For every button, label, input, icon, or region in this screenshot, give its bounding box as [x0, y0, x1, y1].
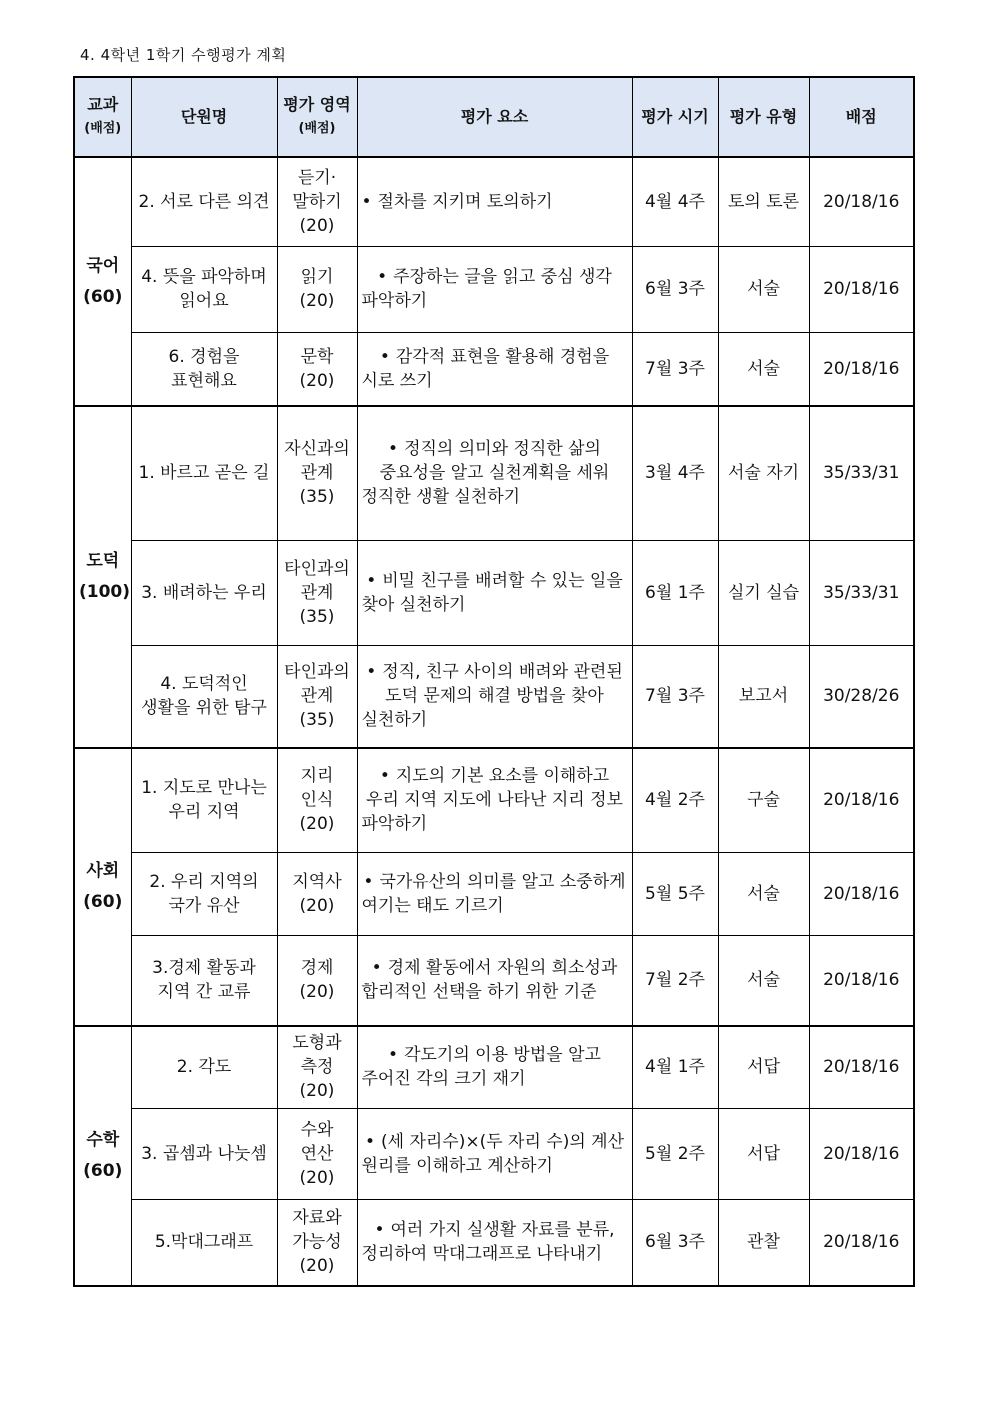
area-points: (35): [299, 606, 335, 627]
type-cell: [718, 645, 809, 748]
unit-name: 4. 뜻을 파악하며 읽어요: [141, 267, 267, 311]
score-text: 20/18/16: [823, 191, 900, 212]
score-text: 20/18/16: [823, 279, 900, 299]
element-text: 여러 가지 실생활 자료를 분류, 정리하여 막대그래프로 나타내기: [361, 1220, 615, 1265]
area-points: (20): [299, 1081, 335, 1102]
type-text: 서답: [747, 1057, 780, 1078]
bullet-icon: •: [366, 662, 377, 683]
header-type: 평가 유형: [718, 77, 809, 157]
unit-name: 3. 배려하는 우리: [141, 582, 267, 603]
timing-cell: [632, 157, 718, 246]
area-points: (20): [299, 1256, 335, 1277]
timing-cell: [632, 1108, 718, 1199]
area-points: (20): [299, 1167, 335, 1188]
type-text: 서술: [747, 358, 780, 379]
type-text: 토의 토론: [727, 191, 800, 212]
unit-cell: [131, 1026, 277, 1108]
element-text: 정직, 친구 사이의 배려와 관련된 도덕 문제의 해결 방법을 찾아 실천하기: [361, 662, 623, 731]
area-name: 자신과의 관계: [284, 439, 350, 484]
unit-cell: [131, 748, 277, 852]
table-row: [74, 1108, 914, 1199]
bullet-icon: •: [366, 570, 377, 591]
table-row: [74, 540, 914, 645]
score-cell: [809, 1108, 914, 1199]
timing-cell: [632, 540, 718, 645]
timing-cell: [632, 246, 718, 332]
page-heading: 4. 4학년 1학기 수행평가 계획: [80, 46, 287, 64]
area-name: 자료와 가능성: [292, 1208, 342, 1253]
timing-text: 7월 3주: [645, 358, 705, 379]
element-text: 경제 활동에서 자원의 희소성과 합리적인 선택을 하기 위한 기준: [361, 958, 618, 1003]
area-points: (35): [299, 487, 335, 508]
subject-name: 사회: [86, 861, 120, 881]
score-cell: [809, 935, 914, 1026]
timing-cell: [632, 852, 718, 935]
element-text: 주장하는 글을 읽고 중심 생각 파악하기: [361, 267, 612, 311]
element-text: 지도의 기본 요소를 이해하고 우리 지역 지도에 나타난 지리 정보 파악하기: [361, 766, 623, 835]
bullet-icon: •: [379, 766, 390, 787]
timing-text: 7월 2주: [645, 970, 705, 991]
score-cell: [809, 852, 914, 935]
unit-name: 3. 곱셈과 나눗셈: [141, 1143, 267, 1164]
element-cell: [357, 332, 632, 406]
timing-cell: [632, 406, 718, 540]
area-cell: [277, 157, 357, 246]
header-area: [277, 77, 357, 157]
area-name: 수와 연산: [300, 1119, 334, 1164]
timing-cell: [632, 1026, 718, 1108]
area-name: 지역사: [292, 871, 342, 892]
timing-text: 6월 3주: [645, 279, 705, 299]
timing-text: 5월 5주: [645, 883, 705, 904]
subject-name: 국어: [86, 255, 120, 276]
area-cell: [277, 540, 357, 645]
area-cell: [277, 332, 357, 406]
table-row: [74, 157, 914, 246]
unit-cell: [131, 157, 277, 246]
score-text: 20/18/16: [823, 358, 900, 379]
score-text: 20/18/16: [823, 1057, 900, 1078]
unit-cell: [131, 332, 277, 406]
area-cell: [277, 748, 357, 852]
area-points: (35): [299, 710, 335, 731]
element-text: 감각적 표현을 활용해 경험을 시로 쓰기: [361, 346, 610, 391]
type-text: 서술: [747, 970, 780, 991]
timing-cell: [632, 935, 718, 1026]
type-text: 서술 자기: [727, 463, 800, 484]
timing-text: 4월 4주: [645, 191, 705, 212]
type-cell: [718, 406, 809, 540]
unit-cell: [131, 406, 277, 540]
score-text: 20/18/16: [823, 1143, 900, 1164]
score-cell: [809, 748, 914, 852]
type-cell: [718, 246, 809, 332]
unit-name: 4. 도덕적인 생활을 위한 탐구: [141, 674, 267, 719]
score-cell: [809, 332, 914, 406]
type-text: 서술: [747, 279, 780, 299]
area-points: (20): [299, 291, 335, 311]
type-text: 구술: [747, 790, 780, 811]
score-text: 20/18/16: [823, 1232, 900, 1253]
element-cell: [357, 406, 632, 540]
type-cell: [718, 935, 809, 1026]
unit-cell: [131, 852, 277, 935]
type-cell: [718, 748, 809, 852]
subject-cell: [74, 748, 131, 1026]
area-cell: [277, 645, 357, 748]
header-subject: [74, 77, 131, 157]
type-text: 보고서: [738, 686, 789, 707]
subject-cell: [74, 157, 131, 406]
element-cell: [357, 246, 632, 332]
subject-cell: [74, 1026, 131, 1286]
timing-text: 4월 2주: [645, 790, 705, 811]
area-cell: [277, 852, 357, 935]
unit-name: 5.막대그래프: [154, 1232, 254, 1253]
element-text: (세 자리수)×(두 자리 수)의 계산 원리를 이해하고 계산하기: [361, 1131, 625, 1176]
table-row: [74, 1199, 914, 1286]
subject-name: 도덕: [86, 551, 120, 571]
table-row: [74, 1026, 914, 1108]
element-cell: [357, 645, 632, 748]
element-text: 국가유산의 의미를 알고 소중하게 여기는 태도 기르기: [361, 871, 626, 916]
subject-cell: [74, 406, 131, 748]
score-text: 35/33/31: [823, 582, 900, 603]
timing-text: 4월 1주: [645, 1057, 705, 1078]
element-cell: [357, 1199, 632, 1286]
element-cell: [357, 935, 632, 1026]
header-subject-sub: (배점): [84, 121, 122, 136]
score-cell: [809, 1199, 914, 1286]
type-text: 서답: [747, 1143, 780, 1164]
area-points: (20): [299, 215, 335, 236]
unit-cell: [131, 246, 277, 332]
element-text: 비밀 친구를 배려할 수 있는 일을 찾아 실천하기: [361, 570, 623, 615]
area-name: 지리 인식: [300, 766, 334, 811]
element-cell: [357, 1108, 632, 1199]
timing-text: 7월 3주: [645, 686, 705, 707]
header-score: 배점: [809, 77, 914, 157]
score-cell: [809, 540, 914, 645]
assessment-plan-table: [73, 76, 915, 1287]
area-points: (20): [299, 895, 335, 916]
timing-text: 3월 4주: [645, 463, 705, 484]
area-points: (20): [299, 982, 335, 1003]
score-cell: [809, 1026, 914, 1108]
bullet-icon: •: [377, 267, 388, 287]
area-points: (20): [299, 370, 335, 391]
timing-cell: [632, 748, 718, 852]
area-name: 듣기·말하기: [292, 167, 342, 212]
bullet-icon: •: [388, 439, 399, 460]
score-text: 20/18/16: [823, 790, 900, 811]
area-name: 타인과의 관계: [284, 558, 350, 603]
type-cell: [718, 1199, 809, 1286]
timing-cell: [632, 645, 718, 748]
area-name: 읽기: [300, 267, 334, 287]
table-row: [74, 935, 914, 1026]
header-element: 평가 요소: [357, 77, 632, 157]
area-name: 문학: [300, 346, 334, 367]
score-cell: [809, 406, 914, 540]
area-cell: [277, 1026, 357, 1108]
element-text: 정직의 의미와 정직한 삶의 중요성을 알고 실천계획을 세워 정직한 생활 실천하기: [361, 439, 610, 508]
header-subject-label: 교과: [87, 95, 119, 114]
area-cell: [277, 246, 357, 332]
score-cell: [809, 246, 914, 332]
subject-points: (60): [83, 1161, 123, 1181]
table-row: [74, 406, 914, 540]
unit-name: 2. 우리 지역의 국가 유산: [149, 871, 259, 916]
header-unit: 단원명: [131, 77, 277, 157]
timing-cell: [632, 332, 718, 406]
table-row: [74, 748, 914, 852]
bullet-icon: •: [363, 871, 374, 892]
subject-points: (60): [83, 892, 123, 912]
area-cell: [277, 1199, 357, 1286]
unit-cell: [131, 1108, 277, 1199]
unit-name: 1. 바르고 곧은 길: [138, 463, 270, 484]
type-cell: [718, 1026, 809, 1108]
table-row: [74, 645, 914, 748]
subject-name: 수학: [86, 1130, 120, 1150]
score-text: 35/33/31: [823, 463, 900, 484]
timing-cell: [632, 1199, 718, 1286]
score-text: 20/18/16: [823, 883, 900, 904]
header-area-sub: (배점): [298, 121, 336, 136]
type-text: 실기 실습: [727, 582, 800, 603]
subject-points: (60): [83, 286, 123, 307]
element-cell: [357, 852, 632, 935]
element-text: 각도기의 이용 방법을 알고 주어진 각의 크기 재기: [361, 1045, 601, 1090]
bullet-icon: •: [371, 958, 382, 979]
unit-name: 6. 경험을 표현해요: [168, 346, 240, 391]
timing-text: 6월 1주: [645, 582, 705, 603]
area-name: 경제: [300, 958, 334, 979]
table-body: [74, 157, 914, 1286]
bullet-icon: •: [374, 1220, 385, 1241]
table-header: [74, 77, 914, 157]
element-text: 절차를 지키며 토의하기: [377, 191, 553, 212]
type-cell: [718, 157, 809, 246]
unit-name: 2. 서로 다른 의견: [138, 191, 270, 212]
unit-cell: [131, 645, 277, 748]
score-text: 20/18/16: [823, 970, 900, 991]
type-cell: [718, 540, 809, 645]
bullet-icon: •: [388, 1045, 399, 1066]
element-cell: [357, 1026, 632, 1108]
area-cell: [277, 406, 357, 540]
unit-name: 3.경제 활동과 지역 간 교류: [152, 958, 256, 1003]
unit-name: 1. 지도로 만나는 우리 지역: [141, 778, 267, 823]
bullet-icon: •: [379, 346, 390, 367]
area-cell: [277, 935, 357, 1026]
score-text: 30/28/26: [823, 686, 900, 707]
subject-points: (100): [79, 582, 131, 602]
header-area-label: 평가 영역: [283, 95, 351, 114]
table-row: [74, 246, 914, 332]
area-name: 타인과의 관계: [284, 662, 350, 707]
timing-text: 5월 2주: [645, 1143, 705, 1164]
unit-cell: [131, 935, 277, 1026]
bullet-icon: •: [361, 191, 372, 212]
type-text: 서술: [747, 883, 780, 904]
unit-cell: [131, 540, 277, 645]
element-cell: [357, 748, 632, 852]
table-row: [74, 332, 914, 406]
unit-cell: [131, 1199, 277, 1286]
type-cell: [718, 1108, 809, 1199]
unit-name: 2. 각도: [176, 1057, 232, 1078]
type-cell: [718, 852, 809, 935]
area-points: (20): [299, 814, 335, 835]
area-name: 도형과 측정: [292, 1033, 342, 1078]
element-cell: [357, 540, 632, 645]
bullet-icon: •: [364, 1131, 375, 1152]
header-timing: 평가 시기: [632, 77, 718, 157]
type-text: 관찰: [747, 1232, 780, 1253]
element-cell: [357, 157, 632, 246]
table-row: [74, 852, 914, 935]
type-cell: [718, 332, 809, 406]
score-cell: [809, 645, 914, 748]
area-cell: [277, 1108, 357, 1199]
timing-text: 6월 3주: [645, 1232, 705, 1253]
score-cell: [809, 157, 914, 246]
